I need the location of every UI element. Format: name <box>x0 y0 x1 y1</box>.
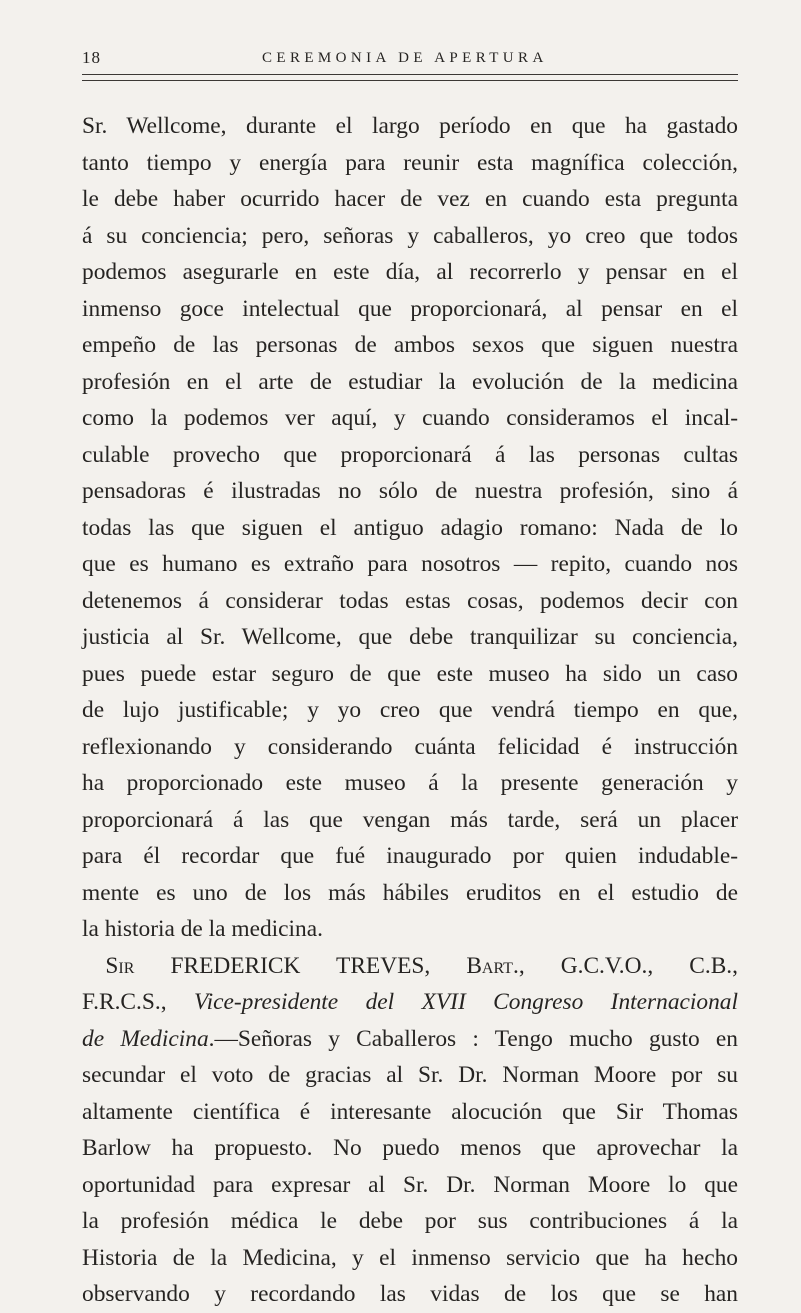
text-line: culable provecho que proporcionará á las personas cultas <box>82 441 738 468</box>
speaker-baronet: Bart. <box>466 952 519 979</box>
speaker-honours: , G.C.V.O., C.B., <box>518 952 739 979</box>
text-line: como la podemos ver aquí, y cuando consideramos el incal- <box>82 405 738 431</box>
header-rule-bottom <box>82 80 738 81</box>
text-line: la historia de la medicina. <box>82 916 323 942</box>
text-line: observando y recordando las vidas de los que se han <box>82 1281 738 1307</box>
speaker-line-3 <box>82 1021 738 1058</box>
text-line: detenemos á considerar todas estas cosas, podemos decir con <box>82 587 738 614</box>
text-line: mente es uno de los más hábiles eruditos en el estudio de <box>82 879 738 906</box>
text-line: profesión en el arte de estudiar la evolución de la medicina <box>82 368 738 395</box>
text-line: para él recordar que fué inaugurado por quien indudable- <box>82 843 738 869</box>
header-rule-top <box>82 74 738 75</box>
text-line: empeño de las personas de ambos sexos que siguen nuestra <box>82 332 738 358</box>
text-line: justicia al Sr. Wellcome, que debe tranquilizar su conciencia, <box>82 624 738 650</box>
text-line: proporcionará á las que vengan más tarde, será un placer <box>82 806 738 833</box>
text-line: pues puede estar seguro de que este museo ha sido un caso <box>82 660 738 687</box>
speech-opening: .—Señoras y Caballeros : Tengo mucho gusto en <box>208 1025 738 1052</box>
text-line: oportunidad para expresar al Sr. Dr. Norman Moore lo que <box>82 1171 738 1198</box>
speaker-line-2 <box>82 984 738 1021</box>
text-line: que es humano es extraño para nosotros — repito, cuando nos <box>82 551 738 577</box>
speaker-title: Sir <box>105 952 135 979</box>
text-line: Historia de la Medicina, y el inmenso servicio que ha hecho <box>82 1244 738 1271</box>
body-text <box>82 108 738 1313</box>
text-line: tanto tiempo y energía para reunir esta magnífica colección, <box>82 149 738 176</box>
text-line: secundar el voto de gracias al Sr. Dr. Norman Moore por su <box>82 1062 738 1088</box>
text-line: de lujo justificable; y yo creo que vendrá tiempo en que, <box>82 697 738 723</box>
text-line: á su conciencia; pero, señoras y caballeros, yo creo que todos <box>82 222 738 249</box>
text-line: pensadoras é ilustradas no sólo de nuestra profesión, sino á <box>82 478 738 504</box>
speaker-honours-2: F.R.C.S., <box>82 989 195 1015</box>
text-line: podemos asegurarle en este día, al recorrerlo y pensar en el <box>82 259 738 285</box>
page-number: 18 <box>82 48 101 67</box>
text-line: le debe haber ocurrido hacer de vez en cuando esta pregunta <box>82 186 738 212</box>
page-header <box>82 48 738 70</box>
text-line: Sr. Wellcome, durante el largo período en que ha gastado <box>82 113 738 139</box>
running-title: CEREMONIA DE APERTURA <box>262 50 548 66</box>
speaker-line-1 <box>82 948 738 985</box>
paragraph-wellcome <box>82 108 738 948</box>
text-line: la profesión médica le debe por sus contribuciones á la <box>82 1208 738 1234</box>
paragraph-treves <box>82 1057 738 1313</box>
text-line: todas las que siguen el antiguo adagio romano: Nada de lo <box>82 514 738 541</box>
speaker-name: FREDERICK TREVES, <box>134 952 467 979</box>
speaker-role: Vice-presidente del XVII Congreso Internacional <box>194 989 739 1015</box>
text-line: ha proporcionado este museo á la presente generación y <box>82 770 738 796</box>
text-line: reflexionando y considerando cuánta felicidad é instrucción <box>82 733 738 760</box>
speaker-role-2: de Medicina <box>82 1025 209 1052</box>
text-line: Barlow ha propuesto. No puedo menos que aprovechar la <box>82 1135 738 1161</box>
text-line: inmenso goce intelectual que proporcionará, al pensar en el <box>82 295 738 322</box>
text-line: altamente científica é interesante alocución que Sir Thomas <box>82 1098 738 1125</box>
